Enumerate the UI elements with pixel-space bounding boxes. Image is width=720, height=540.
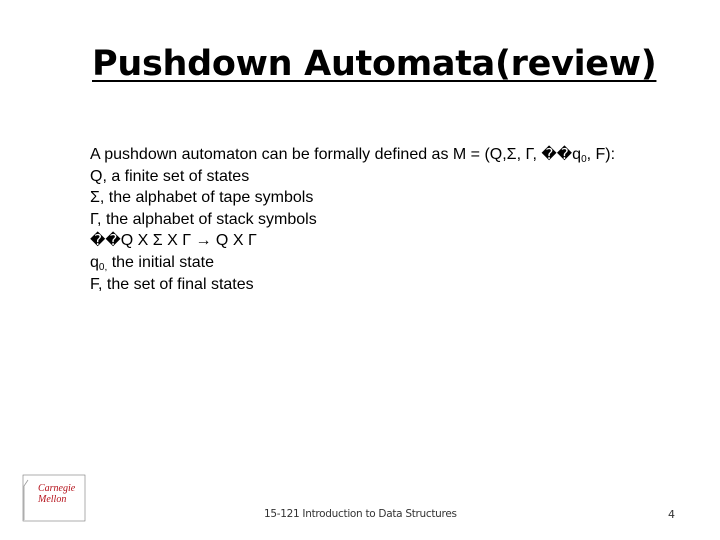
definition-line	[90, 144, 615, 166]
initial-state-line	[90, 252, 615, 274]
carnegie-mellon-logo	[22, 474, 86, 522]
svg-text:Carnegie: Carnegie	[38, 483, 76, 494]
delta-symbol-placeholder: ��	[541, 146, 573, 163]
slide-body	[90, 144, 615, 295]
q-subscript: 0	[581, 154, 587, 165]
slide-title: Pushdown Automata(review)	[92, 44, 657, 84]
definition-intro: A pushdown automaton can be formally defined as M = (Q,Σ, Γ,	[90, 146, 542, 163]
transition-line	[90, 230, 615, 252]
initial-state-text: the initial state	[107, 253, 214, 271]
states-line: Q, a finite set of states	[90, 167, 250, 185]
page-number: 4	[668, 508, 675, 521]
definition-outro: , F):	[586, 146, 616, 163]
final-states-line: F, the set of final states	[90, 275, 254, 293]
initial-q-letter: q	[90, 253, 99, 271]
transition-function: Q X Σ X Γ → Q X Γ	[120, 232, 257, 250]
tape-alphabet-line: Σ, the alphabet of tape symbols	[90, 189, 314, 207]
svg-text:Mellon: Mellon	[38, 494, 67, 505]
initial-q-subscript: 0,	[98, 261, 108, 273]
footer-course: 15-121 Introduction to Data Structures	[264, 508, 457, 520]
stack-alphabet-line: Γ, the alphabet of stack symbols	[90, 210, 317, 228]
transition-symbol-placeholder: ��	[90, 232, 121, 250]
q-letter: q	[572, 146, 582, 163]
